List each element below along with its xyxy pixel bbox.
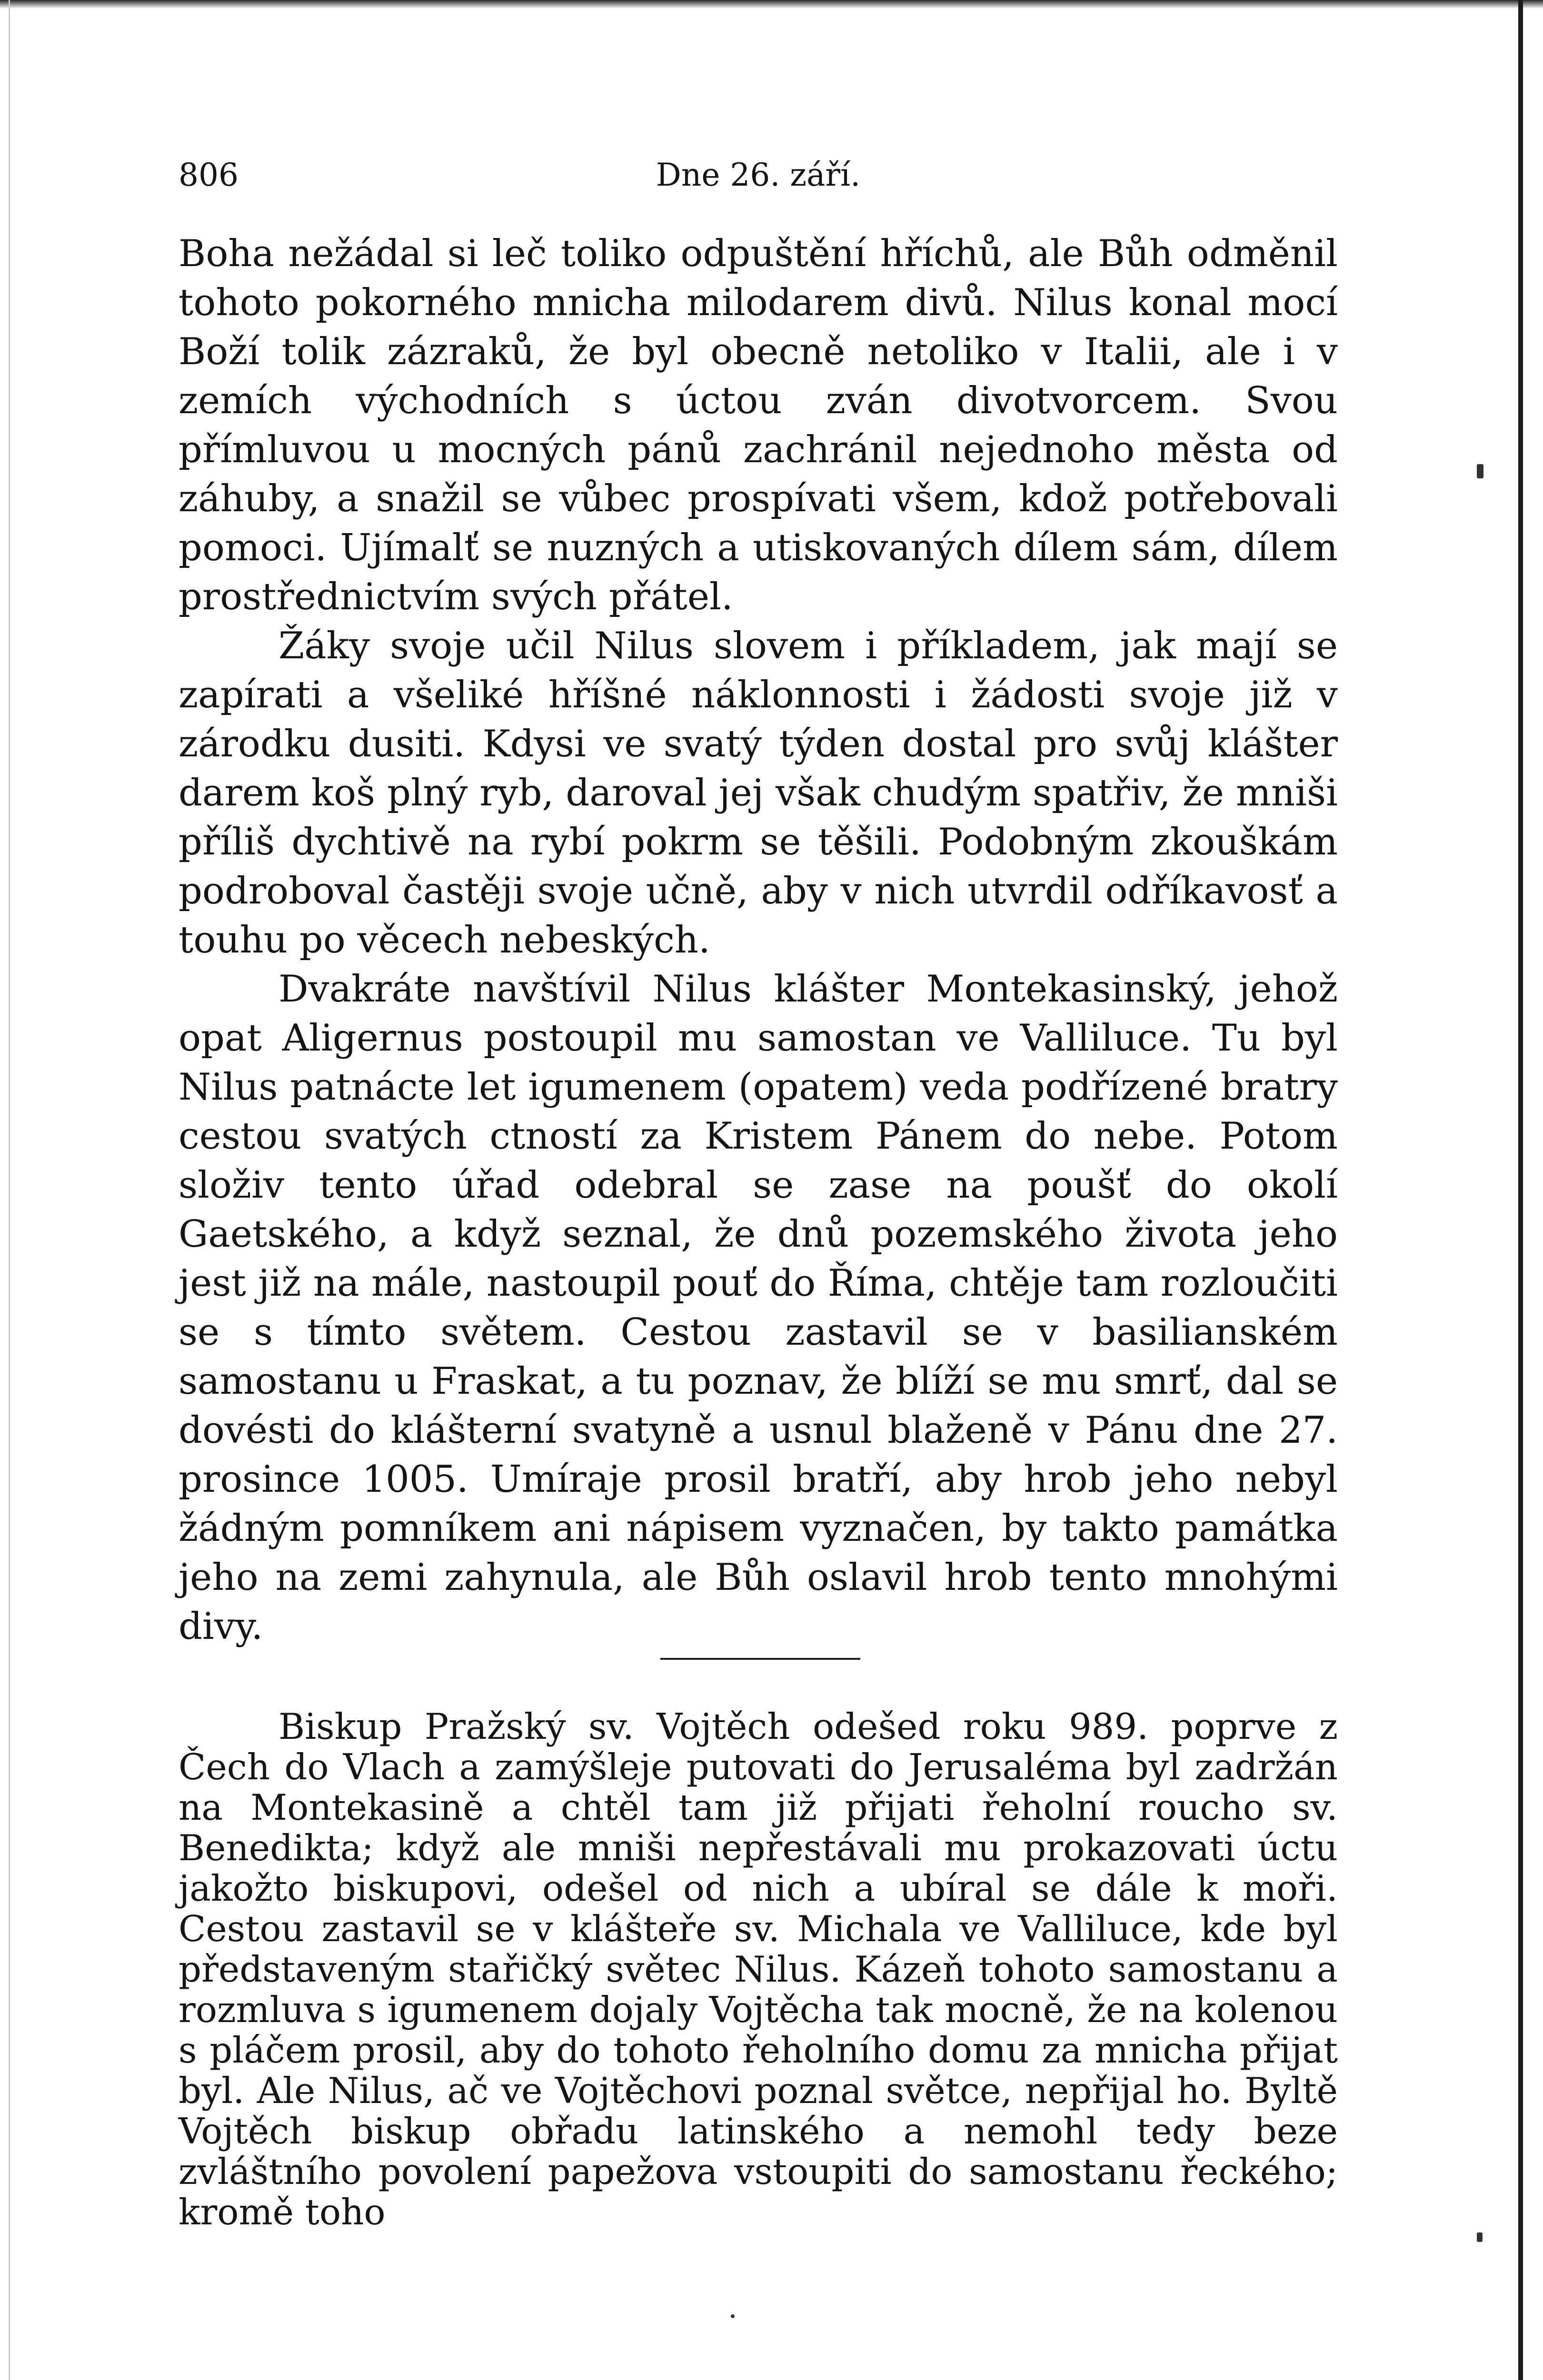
running-head — [179, 151, 1338, 199]
section-divider-rule — [660, 1658, 860, 1660]
main-text — [179, 229, 1338, 1651]
paragraph-3: Dvakráte navštívil Nilus klášter Montekasinský, jehož opat Aligernus postoupil mu samostan ve Valliluce. Tu byl Nilus patnácte let igumenem (opatem) veda podřízené bratry cestou svatých ctností za Kristem Pánem do nebe. Potom složiv tento úřad odebral se zase na poušť do okolí Gaetského, a když seznal, že dnů pozemského života jeho jest již na mále, nastoupil pouť do Říma, chtěje tam rozloučiti se s tímto světem. Cestou zastavil se v basilianském samostanu u Fraskat, a tu poznav, že blíží se mu smrť, dal se dovésti do klášterní svatyně a usnul blaženě v Pánu dne 27. prosince 1005. Umíraje prosil bratří, aby hrob jeho nebyl žádným pomníkem ani nápisem vyznačen, by takto památka jeho na zemi zahynula, ale Bůh oslavil hrob tento mnohými divy. — [179, 968, 1338, 1648]
page-header-title: Dne 26. září. — [656, 157, 861, 193]
scan-left-edge — [9, 0, 10, 2380]
scan-speck — [731, 2314, 735, 2318]
scan-binding-edge — [1518, 0, 1523, 2380]
scan-speck — [1477, 464, 1483, 478]
scan-speck — [1477, 2232, 1483, 2242]
footnote-text: Biskup Pražský sv. Vojtěch odešed roku 989. poprve z Čech do Vlach a zamýšleje putovati do Jerusaléma byl zadržán na Montekasině a chtěl tam již přijati řeholní roucho sv. Benedikta; když ale mniši nepřestávali mu prokazovati úctu jakožto biskupovi, odešel od nich a ubíral se dále k moři. Cestou zastavil se v klášteře sv. Michala ve Valliluce, kde byl představeným stařičký světec Nilus. Kázeň tohoto samostanu a rozmluva s igumenem dojaly Vojtěcha tak mocně, že na kolenou s pláčem prosil, aby do tohoto řeholního domu za mnicha přijat byl. Ale Nilus, ač ve Vojtěchovi poznal světce, nepřijal ho. Byltě Vojtěch biskup obřadu latinského a nemohl tedy beze zvláštního povolení papežova vstoupiti do samostanu řeckého; kromě toho — [179, 1706, 1338, 2233]
paragraph-1: Boha nežádal si leč toliko odpuštění hříchů, ale Bůh odměnil tohoto pokorného mnicha milodarem divů. Nilus konal mocí Boží tolik zázraků, že byl obecně netoliko v Italii, ale i v zemích východních s úctou zván divotvorcem. Svou přímluvou u mocných pánů zachránil nejednoho města od záhuby, a snažil se vůbec prospívati všem, kdož potřebovali pomoci. Ujímalť se nuzných a utiskovaných dílem sám, dílem prostřednictvím svých přátel. — [179, 232, 1338, 618]
page-number: 806 — [179, 157, 239, 193]
footnote — [179, 1706, 1338, 2232]
paragraph-2: Žáky svoje učil Nilus slovem i příkladem, jak mají se zapírati a všeliké hříšné náklonnosti i žádosti svoje již v zárodku dusiti. Kdysi ve svatý týden dostal pro svůj klášter darem koš plný ryb, daroval jej však chudým spatřiv, že mniši příliš dychtivě na rybí pokrm se těšili. Podobným zkouškám podroboval častěji svoje učně, aby v nich utvrdil odříkavosť a touhu po věcech nebeských. — [179, 625, 1338, 962]
scan-top-edge — [0, 0, 1543, 9]
